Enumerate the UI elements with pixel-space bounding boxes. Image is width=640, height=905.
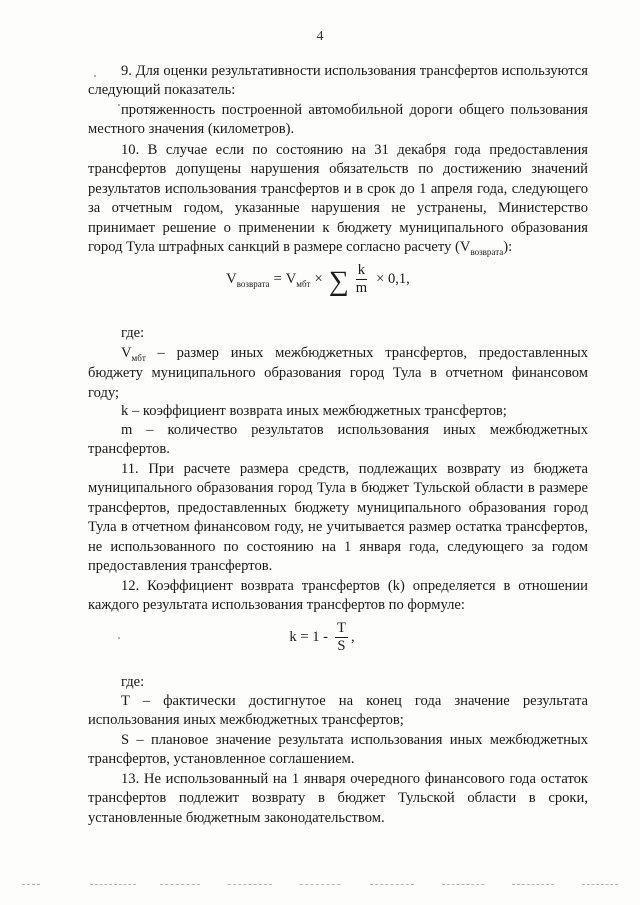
paragraph-9: 9. Для оценки результативности использования трансфертов используются следующий показатель: — [88, 63, 588, 99]
scan-mark — [582, 884, 618, 885]
formula2-lhs: k = 1 - — [289, 629, 329, 645]
formula-coefficient — [0, 620, 640, 655]
definition-t: T – фактически достигнутое на конец года значение результата использования иных межбюджетных трансфертов; — [88, 693, 588, 729]
definition-m: m – количество результатов использования иных межбюджетных трансфертов. — [88, 422, 588, 458]
page-number: 4 — [316, 29, 324, 44]
where-label-1: где: — [121, 325, 145, 341]
definition-v-subscript: мбт — [131, 353, 146, 363]
paragraph-11: 11. При расчете размера средств, подлежащих возврату из бюджета муниципального образования город Тула в бюджет Тульской области в размере трансфертов, предоставленных бюджету муниципального образования город Тула в отчетном финансовом году, не учитывается размер остатка трансфертов, не использованного по состоянию на 1 января года, следующего за годом предоставления трансфертов. — [88, 461, 588, 575]
formula1-v: V — [285, 271, 297, 287]
formula1-v-subscript: мбт — [296, 278, 311, 289]
formula2-denominator: S — [337, 638, 346, 654]
scan-speck — [94, 75, 96, 77]
formula2-tail: , — [350, 629, 355, 645]
formula-return-amount — [0, 262, 640, 297]
paragraph-12: 12. Коэффициент возврата трансфертов (k) определяется в отношении каждого результата использования трансфертов по формуле: — [88, 578, 588, 614]
definition-v — [88, 344, 588, 403]
paragraph-10-end: ): — [503, 239, 513, 256]
definition-s: S – плановое значение результата использования иных межбюджетных трансфертов, установленное соглашением. — [88, 732, 588, 768]
definition-k: k – коэффициент возврата иных межбюджетных трансфертов; — [121, 403, 507, 419]
paragraph-10-text: 10. В случае если по состоянию на 31 декабря года предоставления трансфертов допущены нарушения обязательств по достижению значений результатов использования трансфертов и в срок до 1 апреля года, следующего за отчетным годом, указанные нарушения не устранены, Министерство принимает решение о применении к бюджету муниципального образования город Тула штрафных санкций в размере согласно расчету (V — [88, 142, 588, 256]
formula1-denominator: m — [355, 280, 368, 296]
definition-v-text: – размер иных межбюджетных трансфертов, предоставленных бюджету муниципального образования город Тула в отчетном финансовом году; — [88, 345, 588, 401]
scan-mark — [300, 884, 340, 885]
scan-speck — [118, 104, 120, 106]
formula1-lhs-subscript: возврата — [236, 278, 270, 289]
paragraph-10 — [88, 141, 588, 258]
scan-speck — [118, 637, 120, 639]
scan-mark — [228, 884, 272, 885]
paragraph-10-subscript: возврата — [470, 247, 504, 258]
scan-mark — [90, 884, 136, 885]
scan-mark — [22, 884, 40, 885]
formula2-numerator: T — [337, 620, 346, 636]
formula1-tail: × 0,1, — [376, 271, 410, 287]
paragraph-9-indicator: протяженность построенной автомобильной дороги общего пользования местного значения (километров). — [88, 102, 588, 138]
formula1-numerator: k — [357, 262, 366, 278]
scan-mark — [442, 884, 484, 885]
formula1-fraction — [354, 262, 369, 297]
scan-mark — [512, 884, 554, 885]
scan-edge-marks — [0, 884, 640, 886]
scan-mark — [160, 884, 200, 885]
formula1-equals: = — [273, 271, 282, 287]
definition-v-symbol: V — [121, 345, 132, 361]
formula2-fraction — [335, 620, 348, 655]
sum-icon: ∑ — [328, 265, 349, 297]
scan-mark — [370, 884, 414, 885]
where-label-2: где: — [121, 674, 145, 690]
formula1-times: × — [314, 271, 323, 287]
paragraph-13: 13. Не использованный на 1 января очередного финансового года остаток трансфертов подлежит возврату в бюджет Тульской области в сроки, установленные бюджетным законодательством. — [88, 771, 588, 826]
formula1-lhs: V — [226, 271, 237, 287]
